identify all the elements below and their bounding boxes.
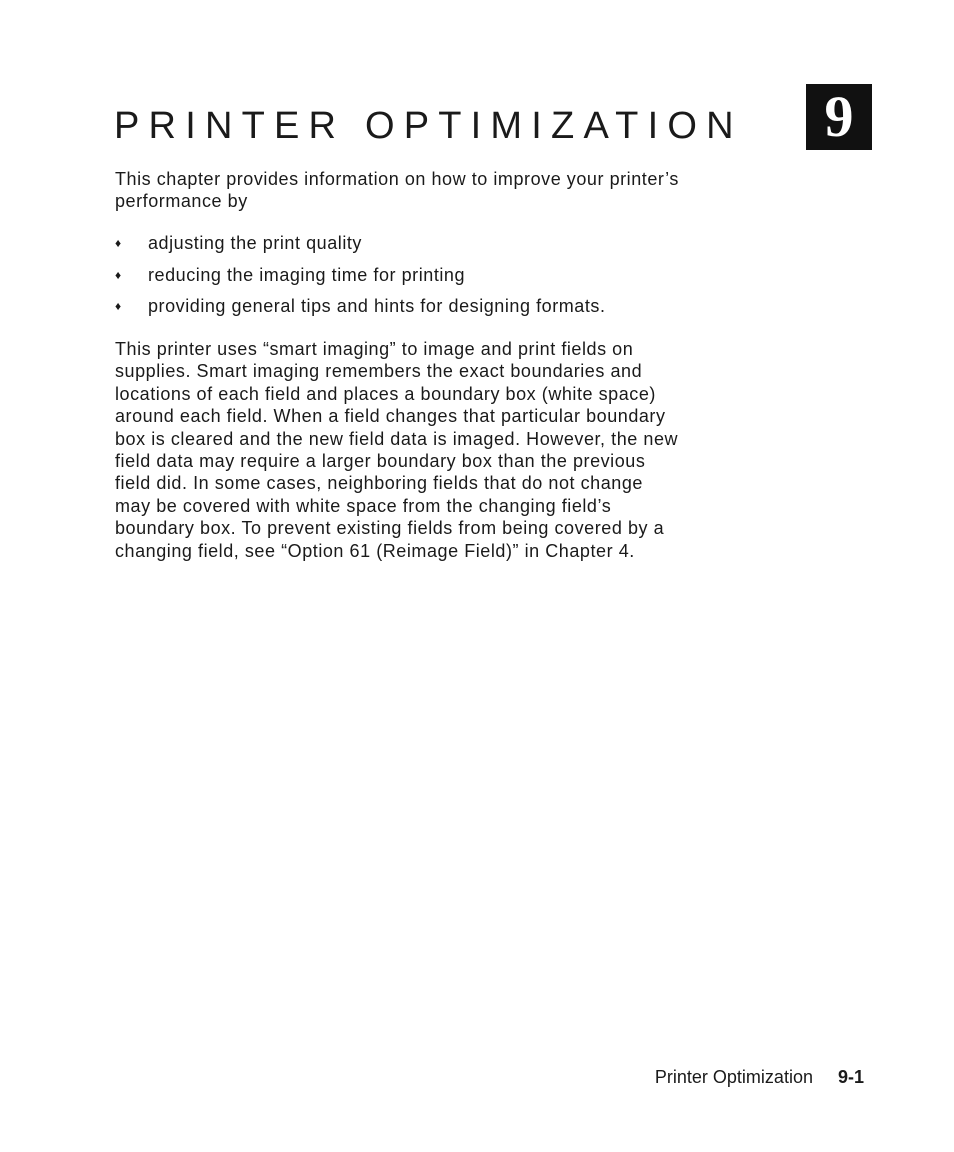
diamond-bullet-icon: ♦ (115, 236, 122, 250)
chapter-number-tab: 9 (806, 84, 872, 150)
bullet-list (115, 232, 606, 327)
diamond-bullet-icon: ♦ (115, 267, 122, 282)
page-footer (655, 1066, 864, 1088)
body-paragraph: This printer uses “smart imaging” to image and print fields on supplies. Smart imaging remembers the exact boundaries and locations of each field and places a boundary box (white space) around each field. When a field changes that particular boundary box is cleared and the new field data is imaged. However, the new field data may require a larger boundary box than the previous field did. In some cases, neighboring fields that do not change may be covered with white space from the changing field’s boundary box. To prevent existing fields from being covered by a changing field, see “Option 61 (Reimage Field)” in Chapter 4. (115, 339, 679, 561)
list-item-text: reducing the imaging time for printing (148, 264, 466, 285)
intro-paragraph: This chapter provides information on how to improve your printer’s performance by (115, 169, 679, 212)
footer-section-title: Printer Optimization (654, 1067, 813, 1087)
list-item (115, 295, 606, 327)
diamond-bullet-icon: ♦ (115, 299, 122, 313)
list-item-text: providing general tips and hints for designing formats. (148, 296, 606, 316)
list-item (115, 232, 606, 264)
list-item (115, 264, 606, 296)
chapter-title: PRINTER OPTIMIZATION (114, 105, 743, 147)
list-item-text: adjusting the print quality (148, 233, 362, 253)
page-number: 9-1 (837, 1067, 864, 1087)
